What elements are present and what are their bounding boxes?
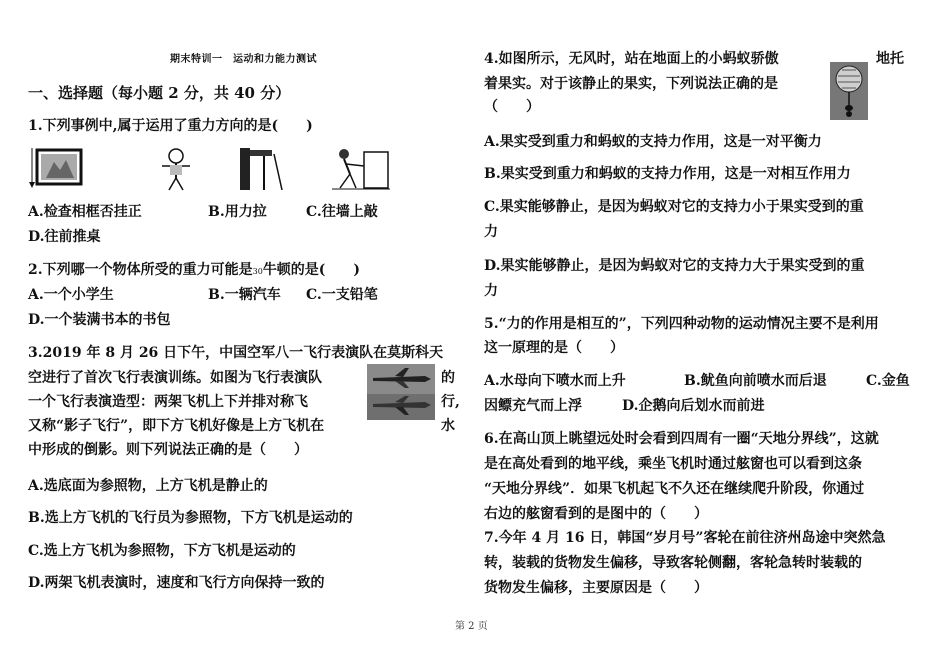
q2-stem-part1: 2.下列哪一个物体所受的重力可能是 — [28, 262, 253, 278]
q3-option-d: D.两架飞机表演时，速度和飞行方向保持一致的 — [28, 575, 325, 591]
q4-option-c: C.果实能够静止，是因为蚂蚁对它的支持力小于果实受到的重 — [484, 199, 864, 215]
ant-holding-fruit-icon — [830, 62, 868, 120]
q1-stem: 1.下列事例中,属于运用了重力方向的是( ) — [28, 118, 313, 134]
q4-line-1-end: 地托 — [876, 51, 904, 67]
page-number: 第 2 页 — [455, 621, 488, 632]
picture-frame-plumb-icon — [28, 148, 83, 190]
q2-option-b: B.一辆汽车 — [208, 287, 281, 303]
q2-option-a: A.一个小学生 — [28, 287, 114, 303]
q5-option-c-cont: 因鳔充气而上浮 — [484, 398, 582, 414]
q3-line-4: 又称“影子飞行”，即下方飞机好像是上方飞机在 — [28, 418, 325, 434]
q7-line-3: 货物发生偏移，主要原因是（ ） — [484, 580, 708, 596]
child-pulling-icon — [158, 148, 194, 192]
q1-option-d: D.往前推桌 — [28, 229, 101, 245]
q4-option-d-cont: 力 — [484, 283, 498, 299]
q2-stem-part2: 牛顿的是( ) — [262, 262, 361, 278]
q4-line-3: （ ） — [484, 99, 540, 115]
q3-line-3-end: 行, — [441, 394, 460, 410]
q4-option-a: A.果实受到重力和蚂蚁的支持力作用，这是一对平衡力 — [484, 134, 822, 150]
q3-option-b: B.选上方飞机的飞行员为参照物，下方飞机是运动的 — [28, 510, 353, 526]
hammer-wall-icon — [238, 146, 286, 192]
q1-option-a: A.检查相框否挂正 — [28, 204, 142, 220]
q3-option-a: A.选底面为参照物，上方飞机是静止的 — [28, 478, 268, 494]
q3-option-c: C.选上方飞机为参照物，下方飞机是运动的 — [28, 543, 296, 559]
child-pushing-box-icon — [328, 146, 392, 192]
q5-option-d: D.企鹅向后划水而前进 — [622, 398, 765, 414]
q3-line-1: 3.2019 年 8 月 26 日下午，中国空军八一飞行表演队在莫斯科天 — [28, 345, 444, 361]
q2-stem-number: 30 — [252, 267, 263, 276]
q4-line-2: 着果实。对于该静止的果实，下列说法正确的是 — [484, 76, 778, 92]
q2-option-c: C.一支铅笔 — [306, 287, 378, 303]
q2-stem — [28, 260, 360, 282]
section-title: 一、选择题（每小题 2 分，共 40 分） — [28, 84, 291, 102]
q3-line-2-end: 的 — [441, 370, 455, 386]
q4-option-d: D.果实能够静止，是因为蚂蚁对它的支持力大于果实受到的重 — [484, 258, 865, 274]
q4-line-1: 4.如图所示，无风时，站在地面上的小蚂蚁骄傲 — [484, 51, 779, 67]
q5-line-1: 5.“力的作用是相互的”，下列四种动物的运动情况主要不是利用 — [484, 316, 879, 332]
q2-option-d: D.一个装满书本的书包 — [28, 312, 171, 328]
q4-option-c-cont: 力 — [484, 224, 498, 240]
q5-line-2: 这一原理的是（ ） — [484, 340, 624, 356]
q6-line-2: 是在高处看到的地平线，乘坐飞机时通过舷窗也可以看到这条 — [484, 456, 862, 472]
q7-line-2: 转，装载的货物发生偏移，导致客轮侧翻，客轮急转时装载的 — [484, 555, 862, 571]
q5-option-b: B.鱿鱼向前喷水而后退 — [684, 373, 827, 389]
page-title: 期末特训一 运动和力能力测试 — [170, 54, 317, 65]
q3-line-2: 空进行了首次飞行表演训练。如图为飞行表演队 — [28, 370, 322, 386]
q6-line-4: 右边的舷窗看到的是图中的（ ） — [484, 506, 708, 522]
q7-line-1: 7.今年 4 月 16 日，韩国“岁月号”客轮在前往济州岛途中突然急 — [484, 530, 886, 546]
q6-line-3: “天地分界线”．如果飞机起飞不久还在继续爬升阶段，你通过 — [484, 481, 865, 497]
q3-line-3: 一个飞行表演造型：两架飞机上下并排对称飞 — [28, 394, 308, 410]
q3-line-4-end: 水 — [441, 418, 455, 434]
shadow-flight-planes-icon — [367, 364, 435, 420]
q5-option-c: C.金鱼 — [866, 373, 910, 389]
q1-option-b: B.用力拉 — [208, 204, 267, 220]
q3-line-5: 中形成的倒影。则下列说法正确的是（ ） — [28, 442, 308, 458]
q6-line-1: 6.在高山顶上眺望远处时会看到四周有一圈“天地分界线”，这就 — [484, 431, 879, 447]
q5-option-a: A.水母向下喷水而上升 — [484, 373, 626, 389]
q4-option-b: B.果实受到重力和蚂蚁的支持力作用，这是一对相互作用力 — [484, 166, 851, 182]
q1-option-c: C.往墙上敲 — [306, 204, 378, 220]
